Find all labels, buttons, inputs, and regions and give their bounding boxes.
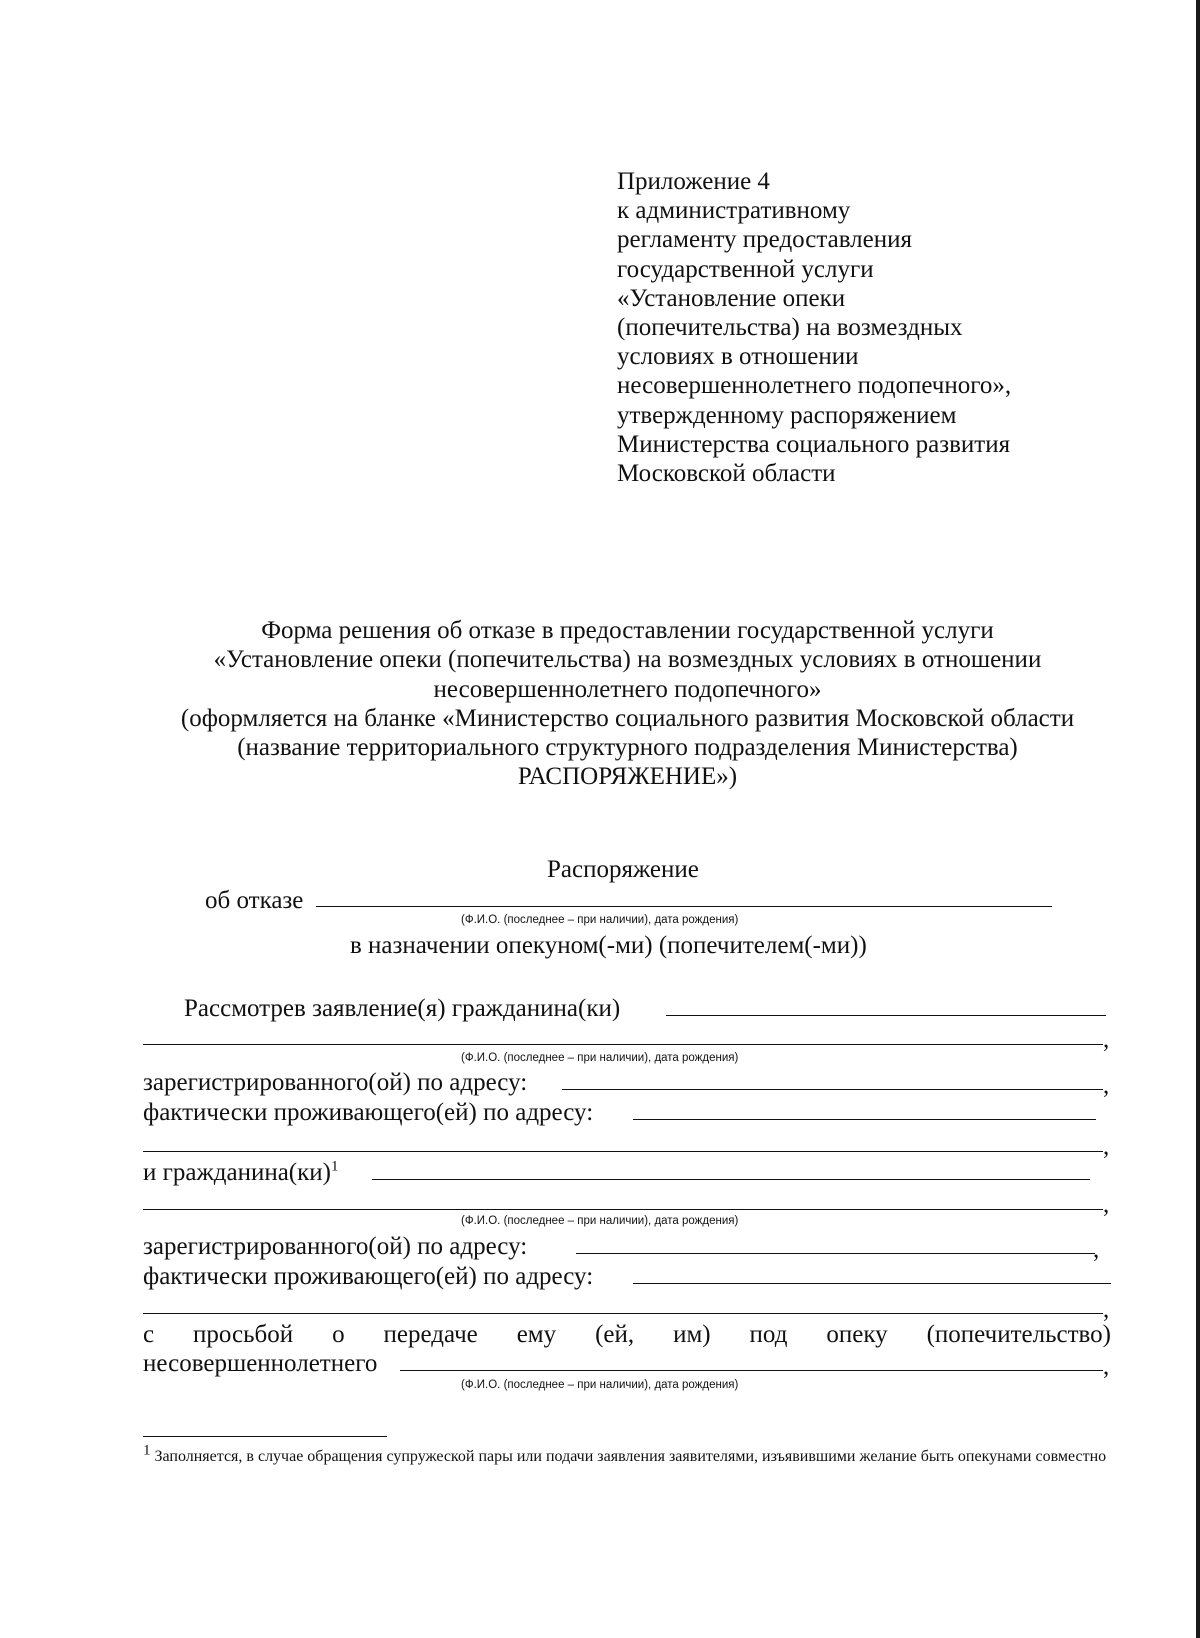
form-title-line: РАСПОРЯЖЕНИЕ»): [517, 763, 738, 791]
appendix-line: несовершеннолетнего подопечного»,: [617, 372, 1012, 400]
residing-label: фактически проживающего(ей) по адресу:: [143, 1263, 594, 1290]
request-word: (ей,: [595, 1321, 635, 1348]
appendix-line: государственной услуги: [617, 255, 874, 283]
request-word: просьбой: [193, 1321, 294, 1348]
applicant-name-field-cont[interactable]: [143, 1044, 1103, 1045]
considering-label: Рассмотрев заявление(я) гражданина(ки): [184, 995, 621, 1022]
form-title: [0, 616, 1200, 792]
request-word: с: [143, 1321, 155, 1348]
request-word: под: [749, 1321, 788, 1348]
comma: ,: [1103, 1191, 1110, 1218]
appendix-line: Московской области: [617, 460, 836, 488]
citizen2-name-field-cont[interactable]: [143, 1209, 1103, 1210]
appendix-line: условиях в отношении: [617, 343, 859, 371]
appendix-line: регламенту предоставления: [617, 226, 913, 254]
appendix-line: к административному: [617, 197, 851, 225]
fio-hint: (Ф.И.О. (последнее – при наличии), дата рождения): [461, 914, 739, 926]
form-title-line: Форма решения об отказе в предоставлении государственной услуги: [261, 617, 994, 644]
minor-label: несовершеннолетнего: [143, 1350, 378, 1377]
appendix-block: [617, 167, 1011, 488]
comma: ,: [1093, 1236, 1100, 1263]
request-word: (попечительство): [926, 1321, 1111, 1348]
scan-edge: [1196, 0, 1200, 1638]
residing-label: фактически проживающего(ей) по адресу:: [143, 1099, 594, 1126]
residing-address-field[interactable]: [633, 1119, 1096, 1120]
footnote-text: Заполняется, в случае обращения супружеской пары или подачи заявления заявителями, изъявившими желание быть опекунами совместно: [154, 1448, 1107, 1465]
appendix-line: (попечительства) на возмездных: [617, 314, 963, 342]
comma: ,: [1103, 1026, 1110, 1053]
request-word: опеку: [826, 1321, 888, 1348]
fio-hint: (Ф.И.О. (последнее – при наличии), дата рождения): [461, 1379, 739, 1391]
footnote-mark: 1: [143, 1442, 151, 1459]
and-citizen-label: [143, 1158, 338, 1187]
order-subject: в назначении опекуном(-ми) (попечителем(-ми)): [350, 932, 867, 959]
form-title-line: «Установление опеки (попечительства) на возмездных условиях в отношении: [213, 646, 1042, 674]
request-word: им): [673, 1321, 711, 1348]
footnote-ref: 1: [330, 1158, 339, 1175]
request-sentence: [143, 1320, 1111, 1349]
fio-hint: (Ф.И.О. (последнее – при наличии), дата рождения): [461, 1215, 739, 1227]
comma: ,: [1103, 1133, 1110, 1160]
form-title-line: (оформляется на бланке «Министерство социального развития Московской области: [180, 704, 1075, 732]
request-word: ему: [516, 1321, 557, 1348]
appendix-line: Министерства социального развития: [617, 430, 1011, 458]
residing-address-field-2[interactable]: [633, 1283, 1111, 1284]
footnote: [143, 1442, 1111, 1468]
registered-label: зарегистрированного(ой) по адресу:: [143, 1233, 528, 1260]
refusal-fio-field[interactable]: [316, 906, 1052, 907]
comma: ,: [1103, 1072, 1110, 1099]
request-word: о: [332, 1321, 345, 1348]
applicant-name-field[interactable]: [666, 1015, 1106, 1016]
comma: ,: [1103, 1296, 1110, 1323]
order-heading: Распоряжение: [547, 856, 699, 883]
form-title-line: несовершеннолетнего подопечного»: [433, 675, 822, 703]
comma: ,: [1103, 1353, 1110, 1380]
residing-address-field-2-cont[interactable]: [143, 1313, 1103, 1314]
fio-hint: (Ф.И.О. (последнее – при наличии), дата рождения): [461, 1052, 739, 1064]
residing-address-field-cont[interactable]: [143, 1151, 1103, 1152]
minor-name-field[interactable]: [400, 1370, 1103, 1371]
registered-address-field-2[interactable]: [576, 1253, 1095, 1254]
footnote-separator: [143, 1436, 387, 1437]
and-citizen-text: и гражданина(ки): [143, 1159, 331, 1186]
appendix-line: «Установление опеки: [617, 284, 846, 312]
citizen2-name-field[interactable]: [372, 1179, 1090, 1180]
refusal-label: об отказе: [205, 887, 304, 914]
registered-address-field[interactable]: [562, 1089, 1103, 1090]
request-word: передаче: [383, 1321, 478, 1348]
form-title-line: (название территориального структурного подразделения Министерства): [237, 734, 1018, 762]
registered-label: зарегистрированного(ой) по адресу:: [143, 1069, 528, 1096]
appendix-line: утвержденному распоряжением: [617, 401, 957, 429]
appendix-line: Приложение 4: [617, 168, 770, 195]
